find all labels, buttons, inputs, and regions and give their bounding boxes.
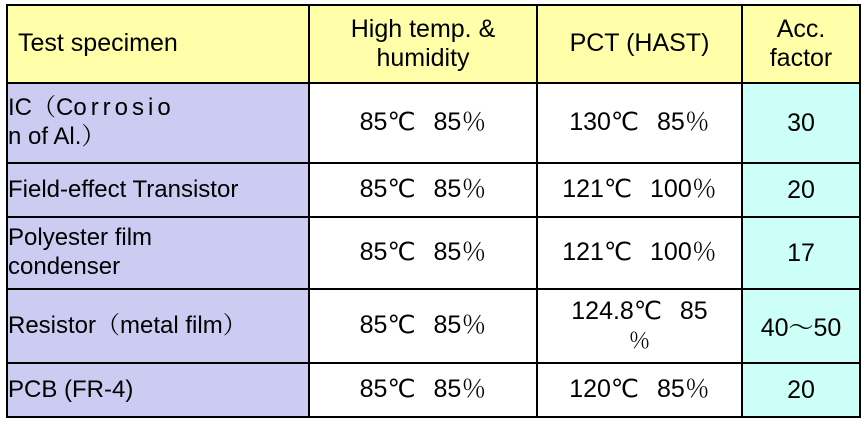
cell-specimen-pcb: [7, 363, 309, 417]
column-header-pct-hast: [537, 5, 742, 83]
column-header-acc-factor-line1: Acc.: [776, 14, 826, 43]
column-header-pct-hast-label: PCT (HAST): [569, 29, 710, 58]
cell-specimen-fet: [7, 163, 309, 217]
cell-specimen-resistor-label: Resistor（metal film）: [8, 311, 247, 339]
cell-specimen-resistor: [7, 289, 309, 363]
column-header-test-specimen: [7, 5, 309, 83]
cell-specimen-pcb-label: PCB (FR-4): [8, 375, 134, 403]
cell-specimen-polyester-line2: condenser: [8, 253, 121, 280]
acc-factor-polyester: 17: [787, 238, 815, 267]
table-row: [7, 363, 860, 417]
column-header-acc-factor-line2: factor: [769, 44, 833, 72]
hth-humidity-polyester: 85％: [433, 238, 487, 267]
cell-hth-polyester: [309, 217, 537, 289]
pct-humidity-ic: 85％: [656, 108, 710, 137]
hth-humidity-ic: 85％: [433, 108, 487, 137]
cell-specimen-polyester-line1: Polyester film: [8, 224, 153, 252]
cell-acc-pcb: [742, 363, 860, 417]
cell-specimen-fet-label: Field-effect Transistor: [8, 175, 239, 203]
cell-pct-ic: [537, 83, 742, 163]
table-row: [7, 163, 860, 217]
pct-humidity-fet: 100％: [650, 175, 717, 204]
cell-hth-fet: [309, 163, 537, 217]
hth-temp-polyester: 85℃: [359, 238, 416, 267]
cell-hth-pcb: [309, 363, 537, 417]
cell-acc-resistor: [742, 289, 860, 363]
pct-temp-polyester: 121℃: [562, 238, 633, 267]
pct-humidity-pcb: 85％: [656, 375, 710, 404]
pct-humidity-polyester: 100％: [650, 238, 717, 267]
acceleration-factor-table: [6, 4, 861, 418]
cell-pct-fet: [537, 163, 742, 217]
pct-temp-pcb: 120℃: [569, 375, 639, 404]
cell-specimen-ic-line1-prefix: [8, 94, 308, 123]
column-header-acc-factor: [742, 5, 860, 83]
pct-temp-fet: 121℃: [562, 175, 633, 204]
cell-specimen-ic-line2: n of Al.）: [8, 123, 106, 150]
hth-temp-pcb: 85℃: [359, 375, 416, 404]
column-header-high-temp-humidity: [309, 5, 537, 83]
acc-factor-pcb: 20: [787, 375, 815, 404]
column-header-high-temp-humidity-line2: humidity: [376, 44, 470, 72]
specimen-ic-spaced: orrosio: [73, 94, 175, 122]
cell-acc-fet: [742, 163, 860, 217]
cell-acc-polyester: [742, 217, 860, 289]
pct-humidity-resistor-symbol: ％: [628, 328, 651, 353]
hth-temp-fet: 85℃: [359, 175, 416, 204]
hth-humidity-resistor: 85％: [433, 311, 487, 340]
hth-humidity-pcb: 85％: [433, 375, 487, 404]
cell-hth-ic: [309, 83, 537, 163]
specimen-ic-prefix: IC（C: [8, 94, 74, 122]
column-header-high-temp-humidity-line1: High temp. &: [350, 14, 496, 43]
hth-temp-ic: 85℃: [359, 108, 416, 137]
pct-humidity-resistor-number: 85: [679, 297, 708, 326]
cell-acc-ic: [742, 83, 860, 163]
table-header-row: [7, 5, 860, 83]
cell-specimen-ic: [7, 83, 309, 163]
table-row: [7, 289, 860, 363]
acc-factor-resistor: 40〜50: [760, 314, 842, 342]
pct-temp-resistor: 124.8℃: [571, 297, 662, 326]
column-header-test-specimen-label: Test specimen: [18, 29, 178, 58]
cell-specimen-polyester: [7, 217, 309, 289]
cell-pct-pcb: [537, 363, 742, 417]
pct-temp-ic: 130℃: [569, 108, 639, 137]
cell-pct-polyester: [537, 217, 742, 289]
hth-humidity-fet: 85％: [433, 175, 487, 204]
cell-hth-resistor: [309, 289, 537, 363]
acc-factor-ic: 30: [787, 108, 815, 137]
table-row: [7, 83, 860, 163]
hth-temp-resistor: 85℃: [359, 311, 416, 340]
table-row: [7, 217, 860, 289]
cell-pct-resistor: [537, 289, 742, 363]
acc-factor-fet: 20: [787, 175, 815, 204]
